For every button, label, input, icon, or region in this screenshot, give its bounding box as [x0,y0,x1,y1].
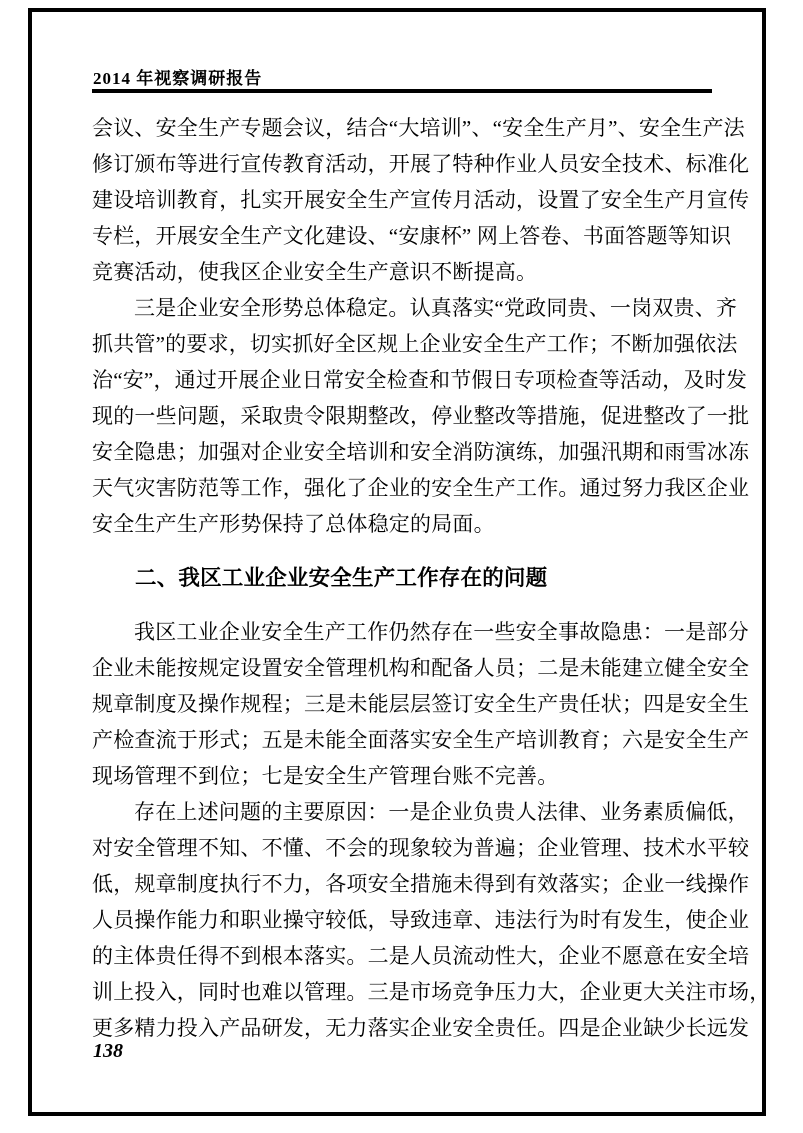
text-line: 修订颁布等进行宣传教育活动，开展了特种作业人员安全技术、标准化 [92,152,750,176]
text-line: 规章制度及操作规程；三是未能层层签订安全生产贵任状；四是安全生 [92,692,750,716]
header-rule [92,89,712,93]
text-line: 治“安”，通过开展企业日常安全检查和节假日专项检查等活动，及时发 [92,368,748,392]
text-line: 人员操作能力和职业操守较低，导致违章、违法行为时有发生，使企业 [92,908,750,932]
text-line: 企业未能按规定设置安全管理机构和配备人员；二是未能建立健全安全 [92,656,750,680]
text-line: 训上投入，同时也难以管理。三是市场竞争压力大，企业更大关注市场， [92,980,771,1004]
text-line: 存在上述问题的主要原因：一是企业负贵人法律、业务素质偏低， [134,800,749,824]
text-line: 安全生产生产形势保持了总体稳定的局面。 [92,512,495,536]
text-line: 对安全管理不知、不懂、不会的现象较为普遍；企业管理、技术水平较 [92,836,750,860]
text-line: 会议、安全生产专题会议，结合“大培训”、“安全生产月”、安全生产法 [92,116,745,140]
page-header-title: 2014 年视察调研报告 [93,69,263,88]
text-line: 更多精力投入产品研发，无力落实企业安全贵任。四是企业缺少长远发 [92,1016,750,1040]
section-heading: 二、我区工业企业安全生产工作存在的问题 [135,566,548,590]
text-line: 安全隐患；加强对企业安全培训和安全消防演练，加强汛期和雨雪冰冻 [92,440,750,464]
page-number: 138 [93,1040,123,1062]
text-line: 天气灾害防范等工作，强化了企业的安全生产工作。通过努力我区企业 [92,476,750,500]
text-line: 低，规章制度执行不力，各项安全措施未得到有效落实；企业一线操作 [92,872,750,896]
text-line: 专栏，开展安全生产文化建设、“安康杯” 网上答卷、书面答题等知识 [92,224,732,248]
document-body [92,110,771,1046]
text-line: 我区工业企业安全生产工作仍然存在一些安全事故隐患：一是部分 [134,620,749,644]
text-line: 现的一些问题，采取贵令限期整改，停业整改等措施，促进整改了一批 [92,404,750,428]
text-line: 建设培训教育，扎实开展安全生产宣传月活动，设置了安全生产月宣传 [92,188,750,212]
text-line: 的主体贵任得不到根本落实。二是人员流动性大，企业不愿意在安全培 [92,944,750,968]
text-line: 竞赛活动，使我区企业安全生产意识不断提高。 [92,260,538,284]
text-line: 产检查流于形式；五是未能全面落实安全生产培训教育；六是安全生产 [92,728,750,752]
text-line: 三是企业安全形势总体稳定。认真落实“党政同贵、一岗双贵、齐 [134,296,738,320]
text-line: 现场管理不到位；七是安全生产管理台账不完善。 [92,764,559,788]
text-line: 抓共管”的要求，切实抓好全区规上企业安全生产工作；不断加强依法 [92,332,738,356]
